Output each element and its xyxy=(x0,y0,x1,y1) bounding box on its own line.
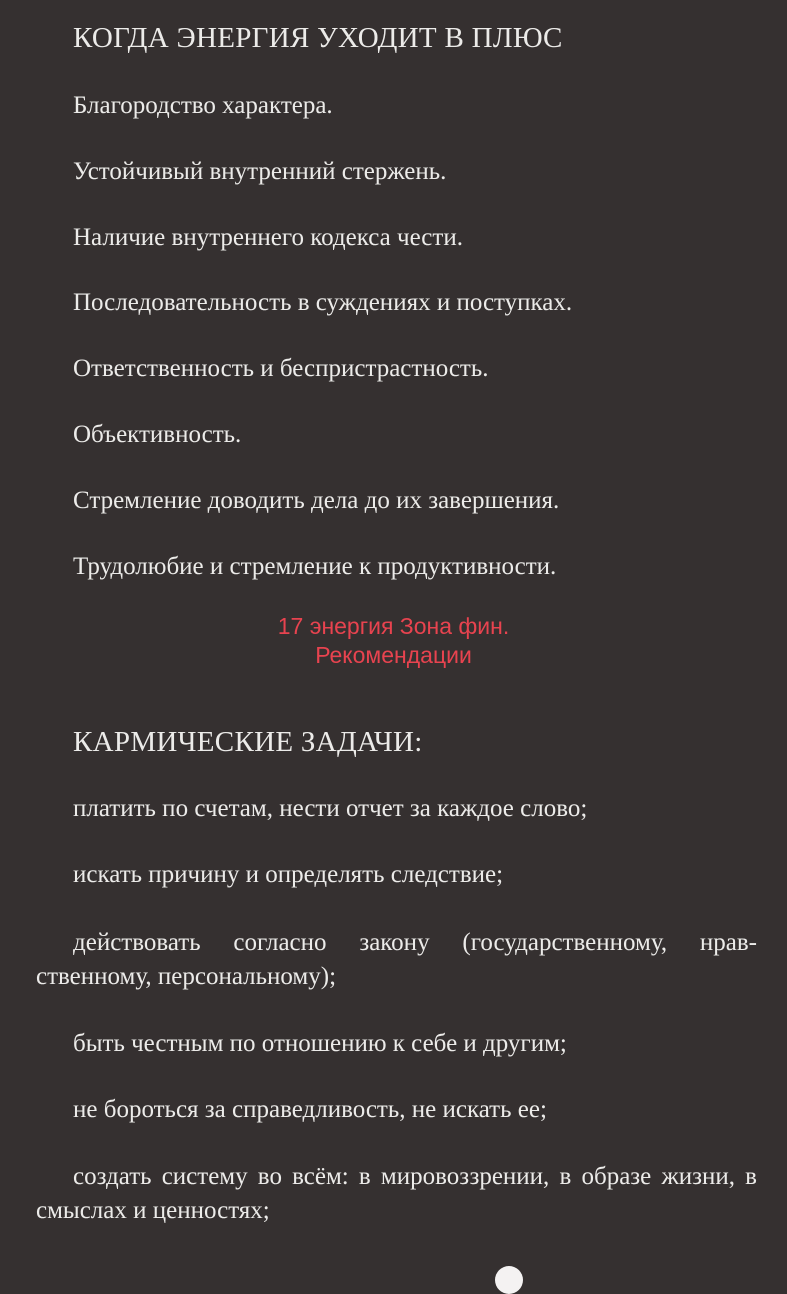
karmic-item-6: создать систему во всём: в мировоззрении, в образе жизни, в смыслах и ценностях; xyxy=(36,1163,757,1224)
plus-item-2: Устойчивый внутренний стержень. xyxy=(73,158,447,185)
plus-item-1: Благородство характера. xyxy=(73,92,333,119)
plus-item-4: Последовательность в суждениях и поступках. xyxy=(73,289,573,316)
section-karmic-title: КАРМИЧЕСКИЕ ЗАДАЧИ: xyxy=(73,726,423,758)
energy-17-recommendations-link[interactable] xyxy=(0,612,787,670)
karmic-item-4: быть честным по отношению к себе и другим; xyxy=(73,1030,567,1057)
plus-item-8: Трудолюбие и стремление к продуктивности. xyxy=(73,553,557,580)
karmic-item-5: не бороться за справедливость, не искать ее; xyxy=(73,1096,547,1123)
plus-item-6: Объективность. xyxy=(73,421,242,448)
plus-item-7: Стремление доводить дела до их завершения. xyxy=(73,487,560,514)
karmic-item-2: искать причину и определять следствие; xyxy=(73,861,504,888)
plus-item-5: Ответственность и беспристрастность. xyxy=(73,355,489,382)
karmic-item-3: действовать согласно закону (государственному, нравственному, персональному); xyxy=(36,929,757,990)
scroll-indicator[interactable] xyxy=(495,1266,523,1294)
section-plus-title: КОГДА ЭНЕРГИЯ УХОДИТ В ПЛЮС xyxy=(73,22,563,54)
plus-item-3: Наличие внутреннего кодекса чести. xyxy=(73,224,463,251)
link-line-2: Рекомендации xyxy=(315,642,472,668)
link-line-1: 17 энергия Зона фин. xyxy=(277,613,510,639)
karmic-item-1: платить по счетам, нести отчет за каждое слово; xyxy=(73,795,588,822)
